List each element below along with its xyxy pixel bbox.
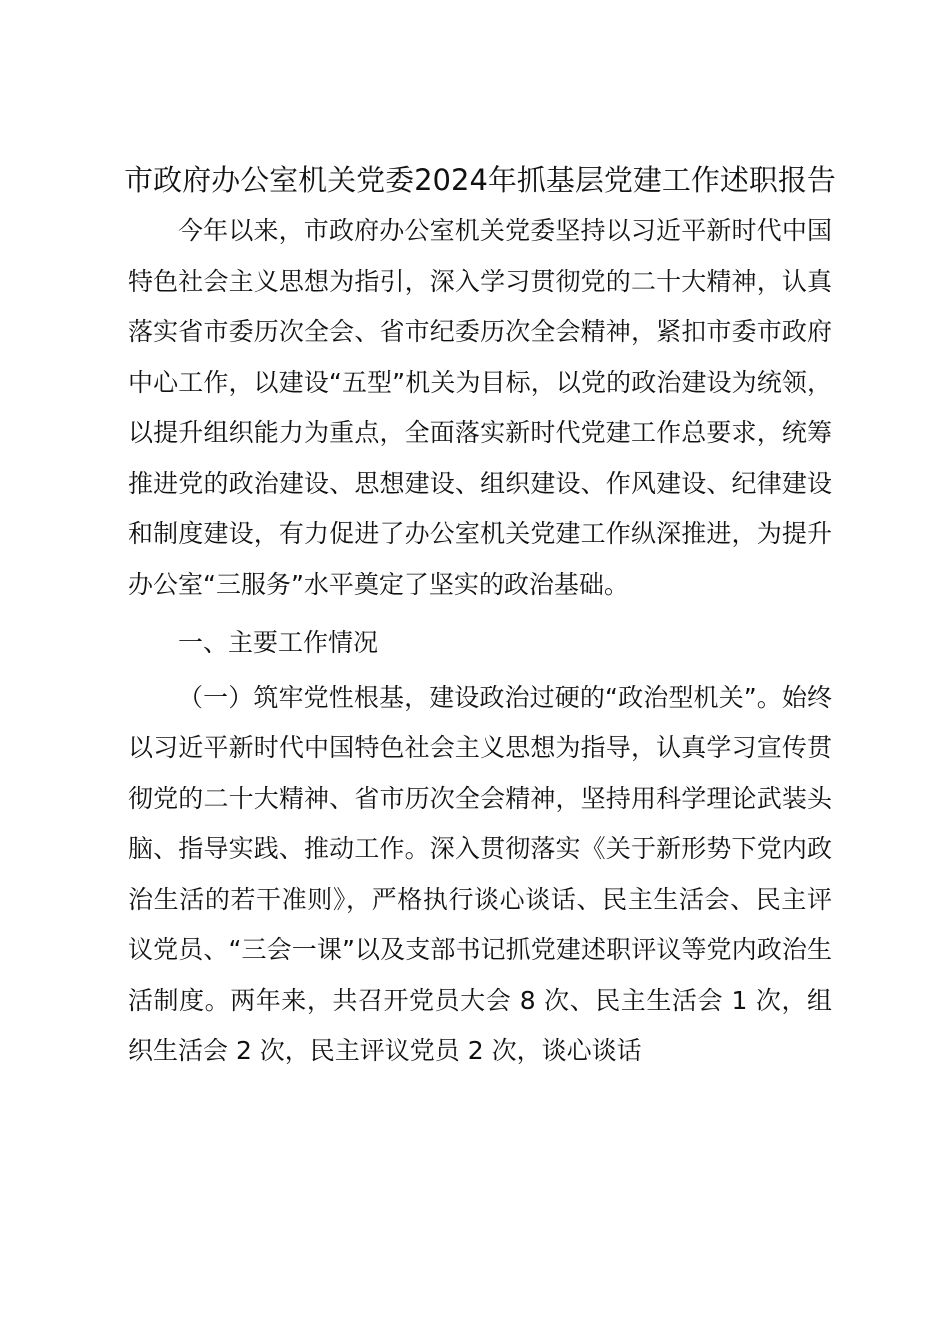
title-block — [124, 160, 836, 200]
section1-paragraph: （一）筑牢党性根基，建设政治过硬的“政治型机关”。始终以习近平新时代中国特色社会主义思想为指导，认真学习宣传贯彻党的二十大精神、省市历次全会精神，坚持用科学理论武装头脑、指导实践、推动工作。深入贯彻落实《关于新形势下党内政治生活的若干准则》，严格执行谈心谈话、民主生活会、民主评议党员、“三会一课”以及支部书记抓党建述职评议等党内政治生活制度。两年来，共召开党员大会 8 次、民主生活会 1 次，组织生活会 2 次，民主评议党员 2 次，谈心谈话 — [128, 682, 832, 1065]
document-title: 市政府办公室机关党委2024年抓基层党建工作述职报告 — [124, 163, 836, 197]
document-page — [124, 160, 836, 1077]
intro-paragraph: 今年以来，市政府办公室机关党委坚持以习近平新时代中国特色社会主义思想为指引，深入学习贯彻党的二十大精神，认真落实省市委历次全会、省市纪委历次全会精神，紧扣市委市政府中心工作，以建设“五型”机关为目标，以党的政治建设为统领，以提升组织能力为重点，全面落实新时代党建工作总要求，统筹推进党的政治建设、思想建设、组织建设、作风建设、纪律建设和制度建设，有力促进了办公室机关党建工作纵深推进，为提升办公室“三服务”水平奠定了坚实的政治基础。 — [128, 216, 832, 599]
section-heading: 一、主要工作情况 — [178, 628, 379, 657]
